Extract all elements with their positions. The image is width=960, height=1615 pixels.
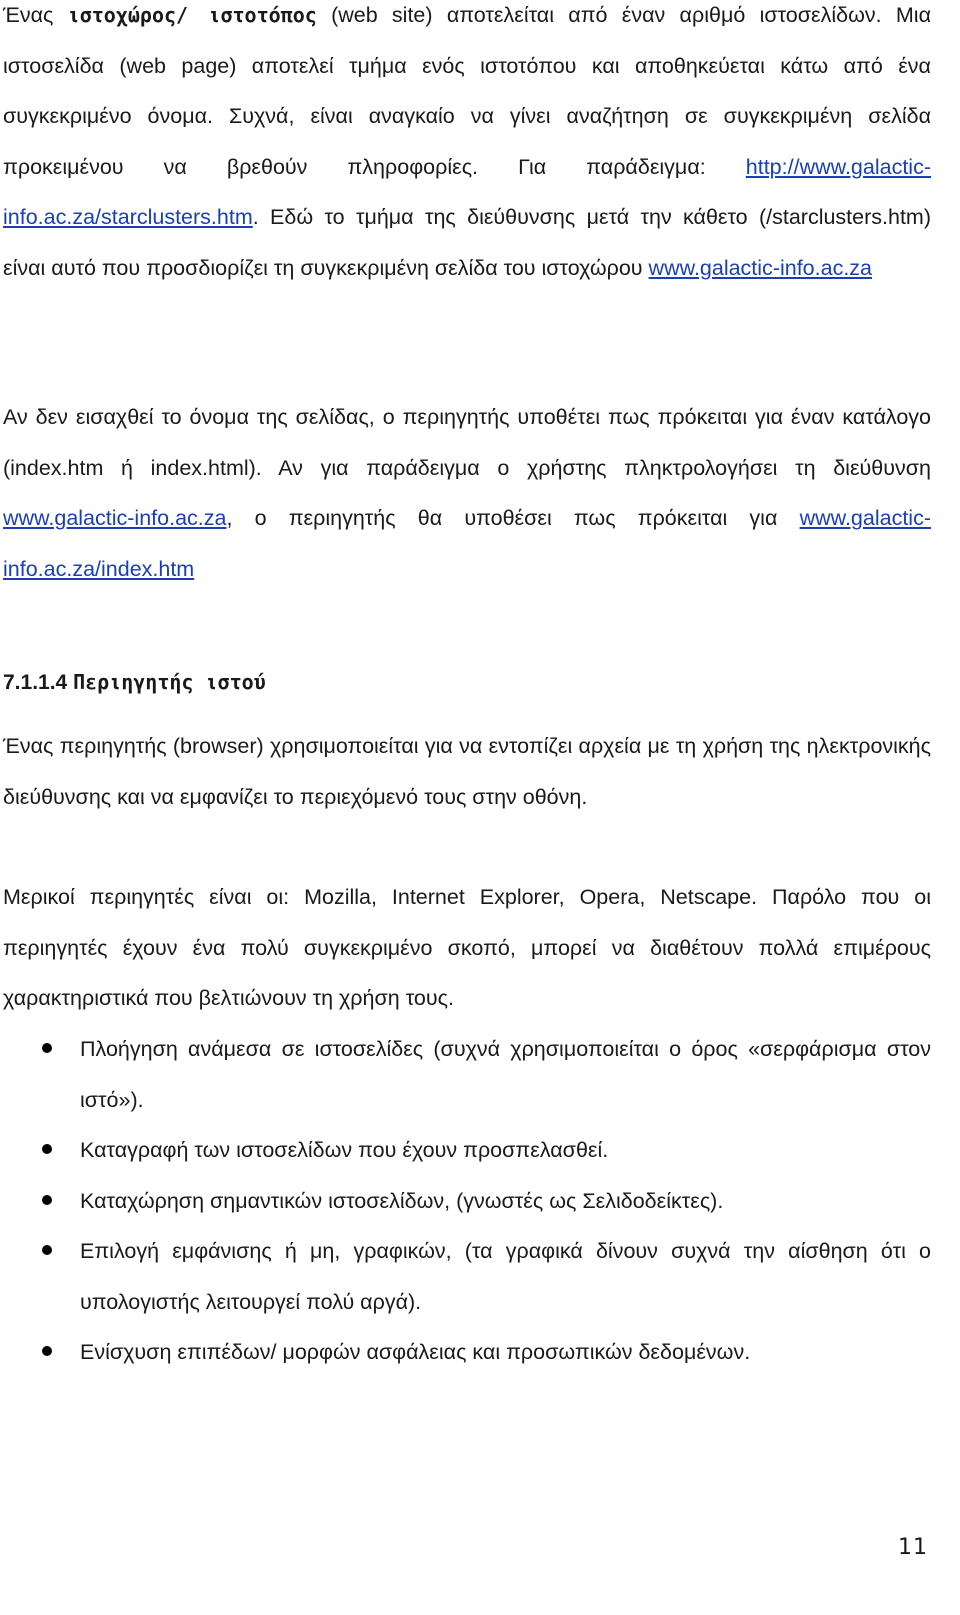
list-item-text: Πλοήγηση ανάμεσα σε ιστοσελίδες (συχνά χρησιμοποιείται ο όρος «σερφάρισμα στον ιστό»). — [80, 1037, 931, 1112]
page-number: 11 — [898, 1535, 928, 1560]
text-segment: , ο περιηγητής θα υποθέσει πως πρόκειται για — [226, 506, 800, 530]
link-starclusters-url[interactable]: http://www.galactic-info.ac.za/starclusters.htm — [3, 154, 931, 229]
bullet-icon — [42, 1144, 52, 1154]
list-item — [0, 1024, 931, 1125]
section-number: 7.1.1.4 — [3, 671, 74, 694]
bullet-icon — [42, 1245, 52, 1255]
paragraph-browser-definition: Ένας περιηγητής (browser) χρησιμοποιείται για να εντοπίζει αρχεία με τη χρήση της ηλεκτρονικής διεύθυνσης και να εμφανίζει το περιεχόμενό τους στην οθόνη. — [3, 734, 931, 809]
link-galactic-info[interactable]: www.galactic-info.ac.za — [3, 506, 227, 530]
list-item — [0, 1226, 931, 1327]
section-heading — [3, 662, 266, 703]
paragraph-index-page — [3, 392, 931, 594]
text-segment: Ένας — [3, 3, 68, 27]
browser-features-list — [0, 1024, 931, 1378]
list-item-text: Καταγραφή των ιστοσελίδων που έχουν προσπελασθεί. — [80, 1138, 609, 1162]
section-title: Περιηγητής ιστού — [73, 670, 266, 694]
bullet-icon — [42, 1346, 52, 1356]
paragraph-browser-list: Μερικοί περιηγητές είναι οι: Mozilla, Internet Explorer, Opera, Netscape. Παρόλο που οι περιηγητές έχουν ένα πολύ συγκεκριμένο σκοπό, μπορεί να διαθέτουν πολλά επιμέρους χαρακτηριστικά που βελτιώνουν τη χρήση τους. — [3, 885, 931, 1010]
list-item — [0, 1125, 931, 1176]
text-segment: (web site) αποτελείται από έναν αριθμό ιστοσελίδων. Μια ιστοσελίδα (web page) αποτελεί τμήμα ενός ιστοτόπου και αποθηκεύεται κάτω από ένα συγκεκριμένο όνομα. Συχνά, είναι αναγκαίο να γίνει αναζήτηση σε συγκεκριμένη σελίδα προκειμένου να βρεθούν πληροφορίες. Για παράδειγμα: — [3, 3, 931, 179]
text-segment: Αν δεν εισαχθεί το όνομα της σελίδας, ο περιηγητής υποθέτει πως πρόκειται για έναν κατάλογο (index.htm ή index.html). Αν για παράδειγμα ο χρήστης πληκτρολογήσει τη διεύθυνση — [3, 405, 931, 480]
paragraph-website-definition — [3, 0, 931, 293]
term-website: ιστοχώρος/ ιστοτόπος — [67, 3, 317, 27]
list-item-text: Επιλογή εμφάνισης ή μη, γραφικών, (τα γραφικά δίνουν συχνά την αίσθηση ότι ο υπολογιστής λειτουργεί πολύ αργά). — [80, 1239, 931, 1314]
list-item-text: Καταχώρηση σημαντικών ιστοσελίδων, (γνωστές ως Σελιδοδείκτες). — [80, 1188, 724, 1213]
list-item — [0, 1176, 931, 1227]
bullet-icon — [42, 1043, 52, 1053]
list-item-text: Ενίσχυση επιπέδων/ μορφών ασφάλειας και προσωπικών δεδομένων. — [80, 1340, 751, 1364]
bullet-icon — [42, 1195, 52, 1205]
link-galactic-info-index[interactable]: www.galactic-info.ac.za/index.htm — [3, 506, 931, 581]
link-galactic-info[interactable]: www.galactic-info.ac.za — [648, 255, 872, 280]
list-item — [0, 1327, 931, 1378]
text-segment: . Εδώ το τμήμα της διεύθυνσης μετά την κάθετο (/starclusters.htm) είναι αυτό που προσδιορίζει τη συγκεκριμένη σελίδα του ιστοχώρου — [3, 205, 931, 280]
